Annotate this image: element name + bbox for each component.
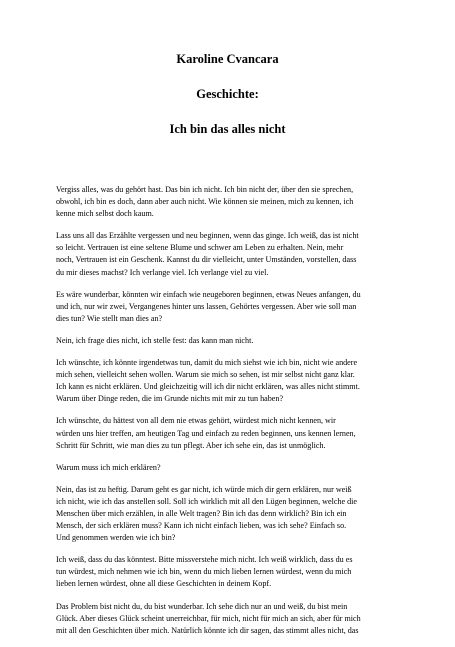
text-line: Ich kann es nicht erklären. Und gleichzeitig will ich dir nicht erklären, was alles nicht stimmt. (56, 382, 360, 392)
text-line: lieben lernen würdest, ohne all diese Geschichten in deinem Kopf. (56, 579, 272, 589)
paragraph (56, 415, 402, 451)
paragraph (56, 484, 402, 544)
text-line: und ich, nur wir zwei, Vergangenes hinter uns lassen, Gehörtes vergessen. Aber wie soll man (56, 301, 357, 311)
text-line: Ich weiß, dass du das könntest. Bitte missverstehe mich nicht. Ich weiß wirklich, dass du es (56, 555, 353, 565)
text-line: Es wäre wunderbar, könnten wir einfach wie neugeboren beginnen, etwas Neues anfangen, du (56, 289, 361, 299)
text-line: kenne mich selbst doch kaum. (56, 209, 154, 219)
text-line: Ich wünschte, ich könnte irgendetwas tun, damit du mich siehst wie ich bin, nicht wie andere (56, 358, 358, 368)
paragraph (56, 184, 402, 220)
paragraph (56, 357, 402, 405)
text-line: ich nicht, wie ich das anstellen soll. Soll ich wirklich mit all den Lügen beginnen, welche die (56, 496, 357, 506)
text-line: Ich wünschte, du hättest von all dem nie etwas gehört, würdest mich nicht kennen, wir (56, 416, 336, 426)
text-line: würden uns hier treffen, am heutigen Tag und einfach zu reden beginnen, uns kennen lernen, (56, 428, 356, 438)
author-name: Karoline Cvancara (176, 52, 279, 66)
section-label: Geschichte: (196, 87, 259, 101)
paragraph (56, 554, 402, 590)
text-line: mit all den Geschichten über mich. Natürlich könnte ich dir sagen, das stimmt alles nicht, das (56, 625, 359, 635)
story-body (56, 184, 402, 647)
text-line: Vergiss alles, was du gehört hast. Das bin ich nicht. Ich bin nicht der, über den sie sprechen, (56, 185, 354, 194)
text-line: so leicht. Vertrauen ist eine seltene Blume und schwer am Leben zu erhalten. Nein, mehr (56, 243, 344, 253)
text-line: Glück. Aber dieses Glück scheint unerreichbar, für mich, nicht für mich an sich, aber für mich (56, 613, 361, 623)
text-line: Und genommen werden wie ich bin? (56, 533, 176, 543)
text-line: noch, Vertrauen ist ein Geschenk. Kannst du dir vielleicht, unter Umständen, vorstellen, dass (56, 255, 357, 265)
paragraph (56, 289, 402, 325)
text-line: Das Problem bist nicht du, du bist wunderbar. Ich sehe dich nur an und weiß, du bist mein (56, 601, 348, 611)
paragraph (56, 462, 402, 474)
paragraph (56, 601, 402, 637)
text-line: Schritt für Schritt, wie man dies zu tun pflegt. Aber ich sehe ein, das ist unmöglich. (56, 440, 326, 450)
paragraph (56, 335, 402, 347)
text-line: Warum muss ich mich erklären? (56, 462, 161, 472)
text-line: obwohl, ich bin es doch, dann aber auch nicht. Wie können sie meinen, mich zu kennen, ich (56, 197, 354, 207)
text-line: mich sehen, vielleicht sehen wollen. Warum sie mich so sehen, ist mir selbst nicht ganz klar. (56, 370, 355, 380)
text-line: Nein, ich frage dies nicht, ich stelle fest: das kann man nicht. (56, 335, 254, 345)
text-line: Lass uns all das Erzählte vergessen und neu beginnen, wenn das ginge. Ich weiß, das ist nicht (56, 231, 359, 241)
text-line: dies tun? Wie stellt man dies an? (56, 313, 163, 323)
text-line: Mensch, der sich erklären muss? Kann ich nicht einfach lieben, was ich sehe? Einfach so. (56, 521, 347, 531)
paragraph (56, 230, 402, 278)
text-line: Warum über Dinge reden, die im Grunde nichts mit mir zu tun haben? (56, 394, 284, 404)
text-line: Menschen über mich erzählen, in alle Welt tragen? Bin ich das denn wirklich? Bin ich ein (56, 508, 347, 518)
document-header (0, 52, 455, 157)
text-line: du mir dieses machst? Ich verlange viel. Ich verlange viel zu viel. (56, 267, 269, 277)
text-line: tun würdest, mich nehmen wie ich bin, wenn du mich lieben lernen würdest, wenn du mich (56, 567, 352, 577)
text-line: Nein, das ist zu heftig. Darum geht es gar nicht, ich würde mich dir gern erklären, nur weiß (56, 484, 352, 494)
story-title: Ich bin das alles nicht (169, 122, 286, 136)
